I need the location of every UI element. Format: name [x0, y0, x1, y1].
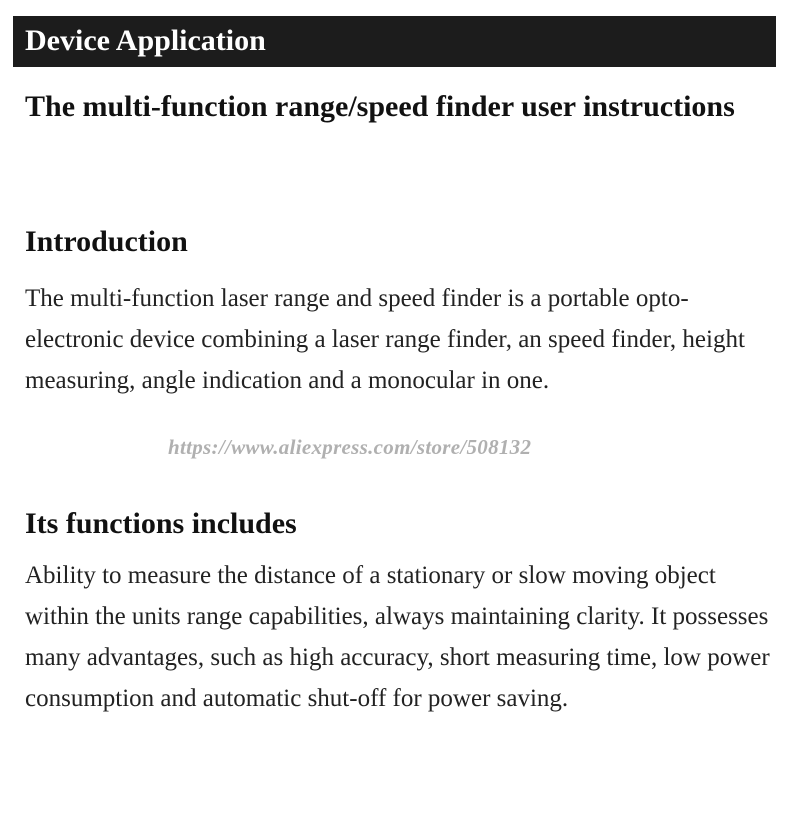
- store-url-watermark: https://www.aliexpress.com/store/508132: [168, 435, 532, 459]
- section-body-introduction: The multi-function laser range and speed finder is a portable opto-electronic device combining a laser range finder, an speed finder, height measuring, angle indication and a monocular in one.: [25, 285, 745, 394]
- section-heading-introduction: Introduction: [25, 225, 188, 258]
- page-title: The multi-function range/speed finder user instructions: [25, 90, 735, 123]
- section-heading-functions: Its functions includes: [25, 507, 297, 540]
- section-body-functions: Ability to measure the distance of a stationary or slow moving object within the units range capabilities, always maintaining clarity. It possesses many advantages, such as high accuracy, short measuring time, low power consumption and automatic shut-off for power saving.: [25, 562, 770, 712]
- header-title: Device Application: [25, 24, 266, 57]
- header-bar: [13, 16, 776, 67]
